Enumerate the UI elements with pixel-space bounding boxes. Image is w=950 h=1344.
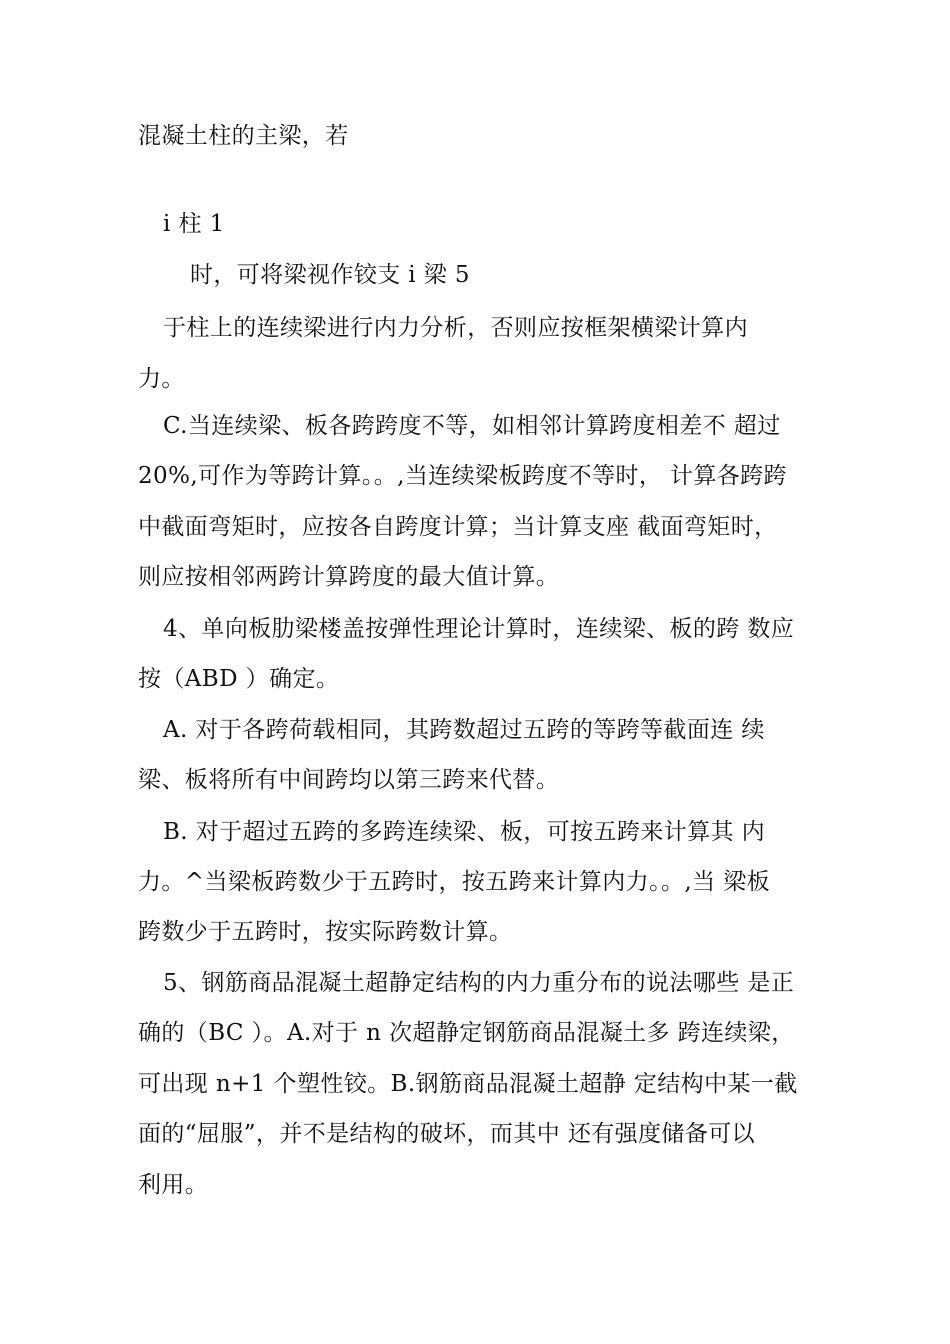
text-line: 按（ABD ）确定。 xyxy=(138,666,340,692)
text-line: 20%,可作为等跨计算。。,当连续梁板跨度不等时， 计算各跨跨 xyxy=(138,463,787,489)
text-line: 时，可将梁视作铰支 i 梁 5 xyxy=(190,262,470,288)
text-line: C.当连续梁、板各跨跨度不等，如相邻计算跨度相差不 超过 xyxy=(163,413,781,439)
text-line: 梁、板将所有中间跨均以第三跨来代替。 xyxy=(138,767,560,793)
text-line: 中截面弯矩时，应按各自跨度计算；当计算支座 截面弯矩时， xyxy=(138,514,778,540)
text-line: 混凝土柱的主梁，若 xyxy=(138,123,349,149)
text-line: A. 对于各跨荷载相同，其跨数超过五跨的等跨等截面连 续 xyxy=(163,717,765,743)
text-line: 确的（BC ）。A.对于 n 次超静定钢筋商品混凝土多 跨连续梁， xyxy=(138,1020,795,1046)
text-line: B. 对于超过五跨的多跨连续梁、板，可按五跨来计算其 内 xyxy=(163,819,766,845)
text-line: 5、钢筋商品混凝土超静定结构的内力重分布的说法哪些 是正 xyxy=(163,970,795,996)
text-line: 力。 xyxy=(138,366,185,392)
text-line: 力。^当梁板跨数少于五跨时，按五跨来计算内力。。,当 梁板 xyxy=(138,869,770,895)
text-line: i 柱 1 xyxy=(163,211,225,237)
text-line: 跨数少于五跨时，按实际跨数计算。 xyxy=(138,919,513,945)
text-line: 于柱上的连续梁进行内力分析，否则应按框架横梁计算内 xyxy=(163,315,748,341)
text-line: 则应按相邻两跨计算跨度的最大值计算。 xyxy=(138,564,560,590)
text-line: 利用。 xyxy=(138,1172,209,1198)
text-line: 可出现 n+1 个塑性铰。B.钢筋商品混凝土超静 定结构中某一截 xyxy=(138,1071,798,1097)
text-line: 4、单向板肋梁楼盖按弹性理论计算时，连续梁、板的跨 数应 xyxy=(163,616,795,642)
text-line: 面的“屈服”，并不是结构的破坏，而其中 还有强度储备可以 xyxy=(138,1121,756,1147)
